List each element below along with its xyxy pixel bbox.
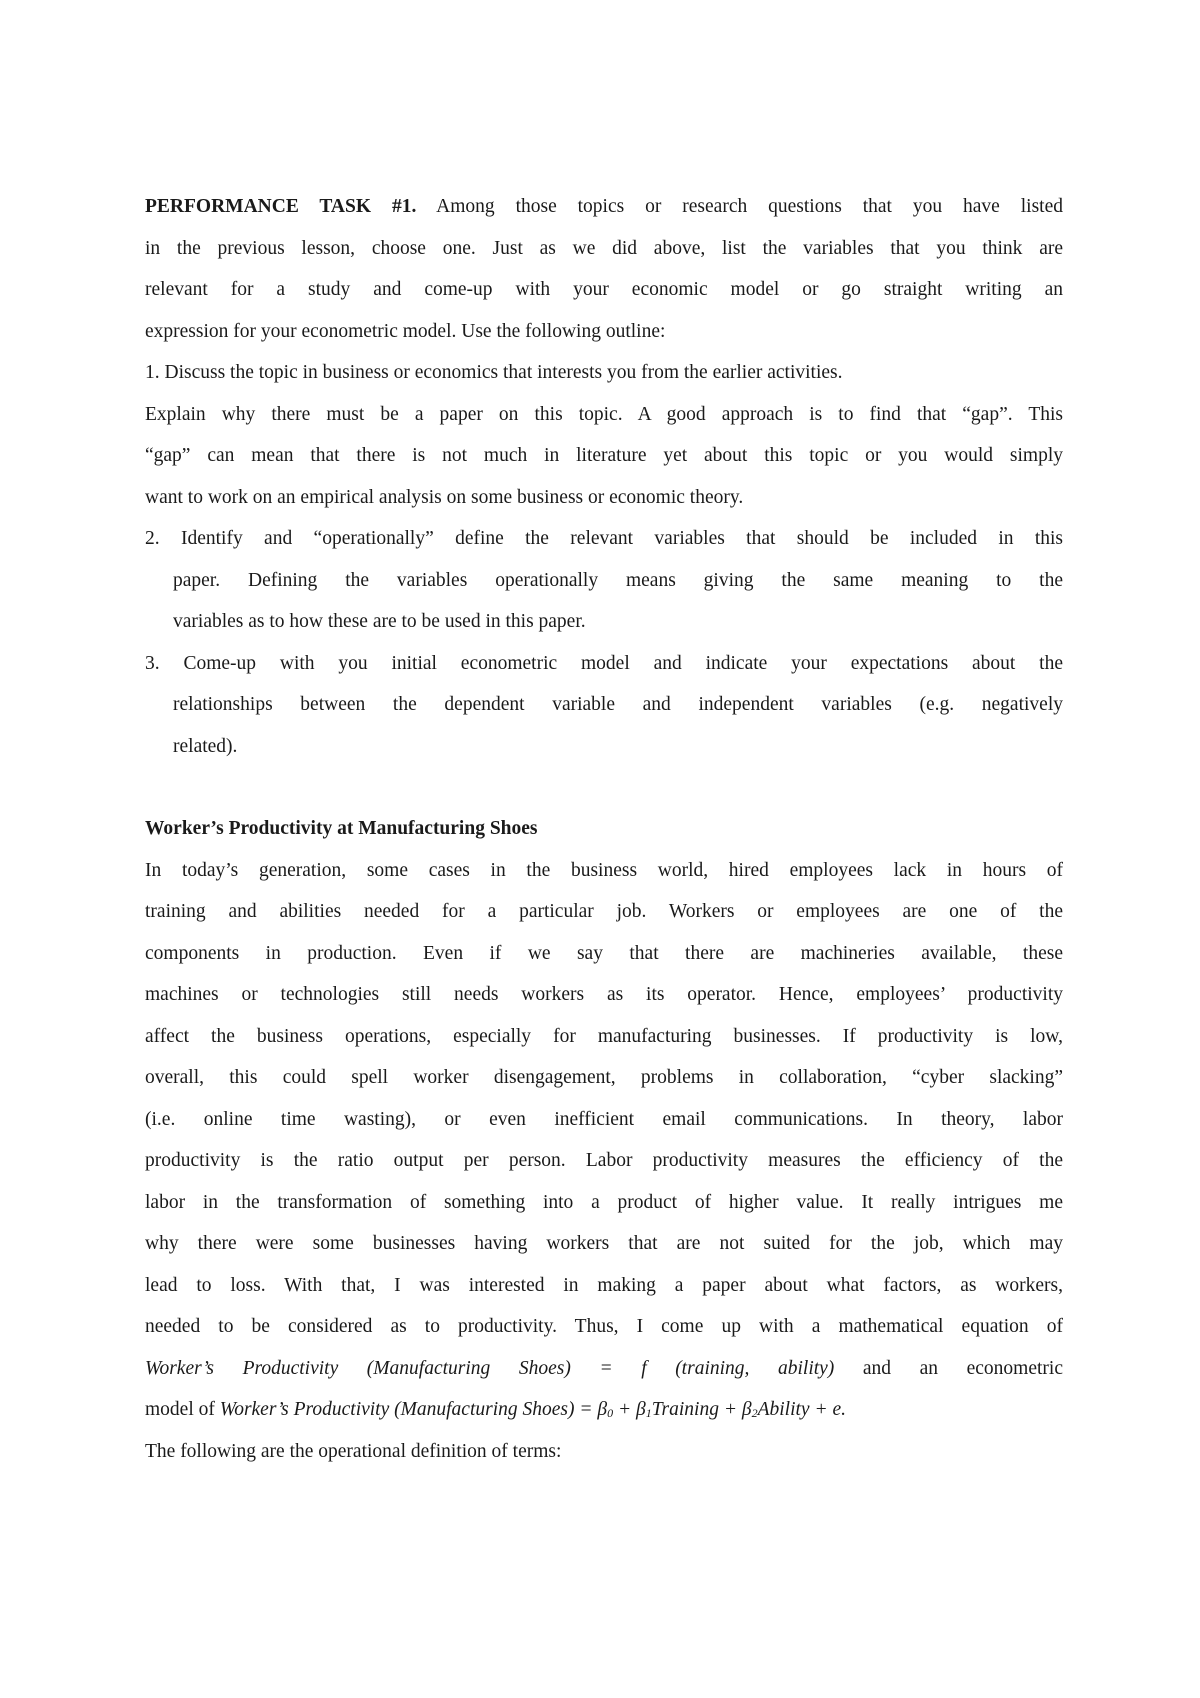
econometric-model: Worker’s Productivity (Manufacturing Shoes) = $\beta_0$ + $\beta_1Training$ + $\beta_2Ability + e$. bbox=[219, 1399, 847, 1420]
outline-item-1: 1. Discuss the topic in business or economics that interests you from the earlier activities. Explain why there must be a paper on this topic. A good approach is to find that “gap”. This “gap” can mean that there is not much in literature yet about this topic or you would simply want to work on an empirical analysis on some business or economic theory. bbox=[145, 362, 1063, 508]
outline-item-2: 2. Identify and “operationally” define the relevant variables that should be included in this paper. Defining the variables operationally means giving the same meaning to the variables as to how these are to be used in this paper. bbox=[145, 528, 1063, 632]
task-label: PERFORMANCE TASK #1. bbox=[145, 196, 417, 217]
essay-paragraph: In today’s generation, some cases in the business world, hired employees lack in hours of training and abilities needed for a particular job. Workers or employees are one of the components in production. Even if we say that there are machineries available, these machines or technologies still needs workers as its operator. Hence, employees’ productivity affect the business operations, especially for manufacturing businesses. If productivity is low, overall, this could spell worker disengagement, problems in collaboration, “cyber slacking” (i.e. online time wasting), or even inefficient email communications. In theory, labor productivity is the ratio output per person. Labor productivity measures the efficiency of the labor in the transformation of something into a product of higher value. It really intrigues me why there were some businesses having workers that are not suited for the job, which may lead to loss. With that, I was interested in making a paper about what factors, as workers, needed to be considered as to productivity. Thus, I come up with a mathematical equation of Worker’s Productivity (Manufacturing Shoes) = f (training, ability) and an econometric model of Worker’s Productivity (Manufacturing Shoes) = $\beta_0$ + $\beta_1Training$ + $\beta_2Ability + e$. The following are the operational definition of terms: bbox=[145, 850, 1063, 1473]
task-intro-line: in the previous lesson, choose one. Just as we did above, list the variables that you think are bbox=[145, 237, 1063, 259]
function-equation: Worker’s Productivity (Manufacturing Shoes) = f (training, ability) bbox=[145, 1357, 835, 1379]
outline-item-3: 3. Come-up with you initial econometric model and indicate your expectations about the relationships between the dependent variable and independent variables (e.g. negatively related). bbox=[145, 652, 1063, 757]
econometric-model-line: model of Worker’s Productivity (Manufacturing Shoes) = $\beta_0$ + $\beta_1Training$ + $\beta_2Ability + e$. bbox=[145, 1399, 847, 1420]
closing-line: The following are the operational definition of terms: bbox=[145, 1440, 562, 1462]
task-intro-line: relevant for a study and come-up with your economic model or go straight writing an bbox=[145, 279, 1063, 300]
task-intro bbox=[145, 186, 1063, 352]
task-intro-line: expression for your econometric model. Use the following outline: bbox=[145, 320, 666, 342]
outline-number: 3. bbox=[145, 652, 160, 674]
spacer bbox=[145, 767, 1063, 808]
document-body bbox=[145, 186, 1063, 1472]
task-intro-line: PERFORMANCE TASK #1. Among those topics or research questions that you have listed bbox=[145, 196, 1063, 217]
function-equation-line: Worker’s Productivity (Manufacturing Shoes) = f (training, ability) and an econometric bbox=[145, 1357, 1063, 1379]
outline-number: 1. bbox=[145, 362, 160, 383]
essay-title: Worker’s Productivity at Manufacturing Shoes bbox=[145, 818, 538, 839]
outline-number: 2. bbox=[145, 528, 160, 549]
outline-list bbox=[145, 352, 1063, 767]
